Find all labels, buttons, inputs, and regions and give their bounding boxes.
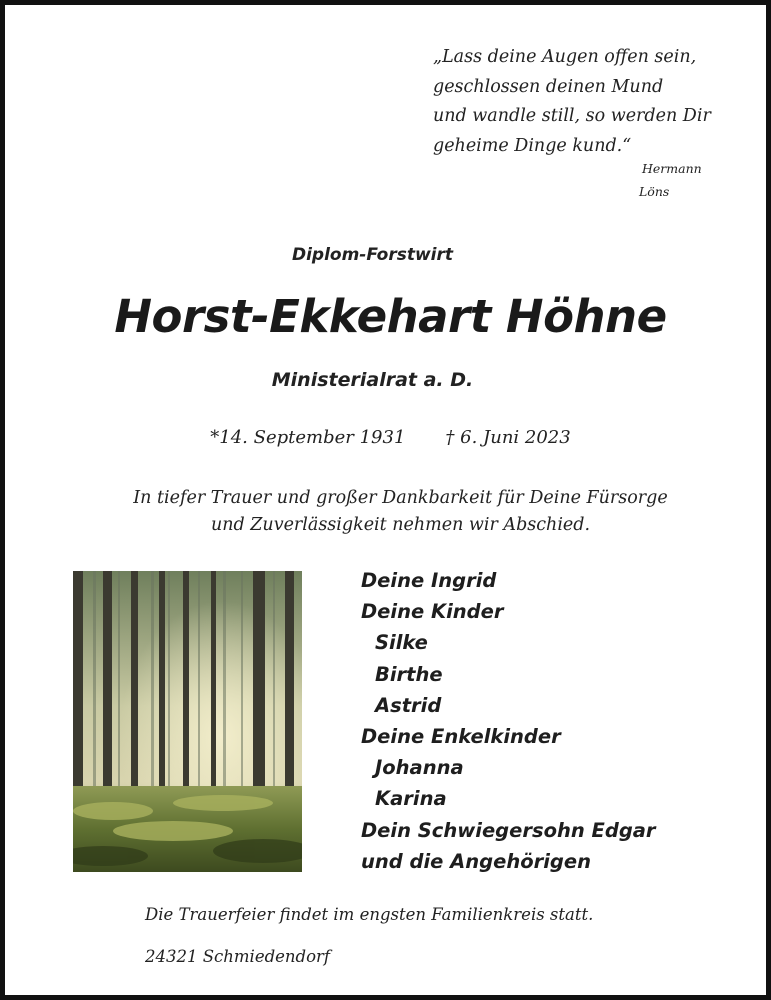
quote-line: „Lass deine Augen offen sein, — [433, 47, 697, 67]
deceased-name: Horst-Ekkehart Höhne — [114, 290, 667, 343]
family-member: Birthe — [375, 662, 443, 686]
farewell-line: und Zuverlässigkeit nehmen wir Abschied. — [210, 515, 591, 535]
family-member: Deine Enkelkinder — [361, 725, 561, 749]
farewell-text — [5, 485, 771, 539]
quote-line: geschlossen deinen Mund — [433, 76, 664, 97]
quote-author — [635, 157, 702, 203]
ceremony-note: Die Trauerfeier findet im engsten Familienkreis statt. — [145, 905, 594, 924]
author-first-name: Hermann — [642, 161, 702, 176]
family-member: Johanna — [375, 756, 464, 780]
farewell-line: In tiefer Trauer und großer Dankbarkeit für Deine Fürsorge — [133, 488, 668, 508]
family-member: Astrid — [375, 693, 442, 717]
quote-line: und wandle still, so werden Dir — [433, 106, 711, 126]
family-list — [361, 565, 656, 877]
quote-line: geheime Dinge kund.“ — [433, 135, 632, 156]
author-last-name: Löns — [639, 184, 670, 199]
place-name: 24321 Schmiedendorf — [145, 947, 331, 966]
family-member: Karina — [375, 787, 447, 811]
poem-quote — [433, 43, 763, 161]
life-dates — [5, 427, 771, 448]
official-title: Ministerialrat a. D. — [271, 369, 474, 391]
family-member: Deine Kinder — [361, 600, 504, 624]
family-member: Deine Ingrid — [361, 569, 497, 592]
birth-date: *14. September 1931 — [210, 427, 406, 448]
death-date: † 6. Juni 2023 — [445, 427, 571, 448]
family-member: Dein Schwiegersohn Edgar — [361, 818, 656, 842]
family-member: Silke — [375, 631, 428, 655]
forest-sunlight-image — [73, 571, 302, 872]
profession-title: Diplom-Forstwirt — [291, 245, 454, 265]
family-member: und die Angehörigen — [361, 849, 591, 873]
